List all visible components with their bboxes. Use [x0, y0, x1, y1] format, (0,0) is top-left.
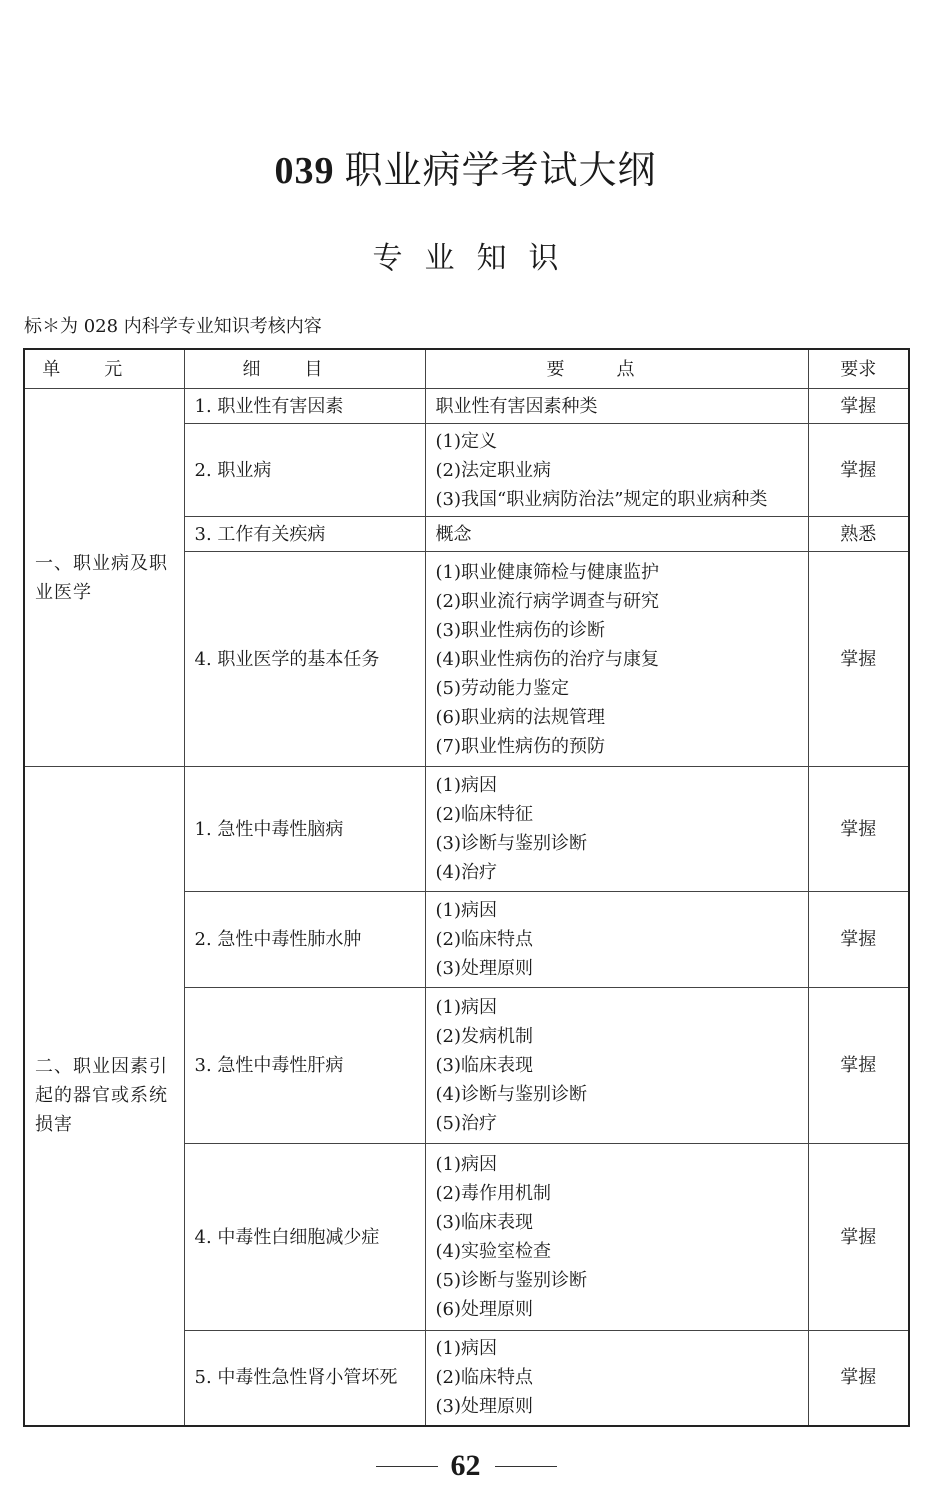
point-item: (2)临床特点 [435, 1367, 533, 1389]
point-item: (1)病因 [435, 775, 497, 796]
point-item: (5)劳动能力鉴定 [435, 677, 569, 699]
point-item: (4)实验室检查 [435, 1241, 551, 1262]
point-item: (6)处理原则 [435, 1299, 533, 1320]
points-cell [425, 389, 808, 424]
item-cell: 4. 中毒性白细胞减少症 [184, 1144, 425, 1331]
points-cell [425, 1331, 808, 1426]
point-item: (5)诊断与鉴别诊断 [435, 1270, 587, 1291]
item-cell: 2. 职业病 [184, 424, 425, 517]
table-body [24, 389, 909, 1426]
table-row [24, 389, 909, 424]
point-item: (1)定义 [435, 430, 497, 452]
page-footer [0, 1443, 931, 1489]
point-item: (7)职业性病伤的预防 [435, 735, 605, 757]
syllabus-table [23, 348, 910, 1427]
item-cell: 3. 急性中毒性肝病 [184, 988, 425, 1144]
point-item: (2)职业流行病学调查与研究 [435, 590, 659, 612]
points-cell [425, 424, 808, 517]
table-row [24, 767, 909, 892]
points-cell [425, 988, 808, 1144]
points-cell [425, 1144, 808, 1331]
point-item: (1)病因 [435, 1154, 497, 1175]
item-cell: 4. 职业医学的基本任务 [184, 552, 425, 767]
points-cell [425, 517, 808, 552]
point-item: (3)临床表现 [435, 1212, 533, 1233]
title-number: 039 [274, 150, 335, 192]
header-item: 细目 [184, 349, 425, 389]
point-item: 职业性有害因素种类 [435, 395, 598, 417]
point-item: (1)病因 [435, 900, 497, 921]
point-item: (3)我国“职业病防治法”规定的职业病种类 [435, 488, 768, 510]
point-item: (2)发病机制 [435, 1026, 533, 1047]
requirement-cell: 掌握 [808, 424, 909, 517]
unit-cell: 一、职业病及职业医学 [24, 389, 184, 767]
table-header-row [24, 349, 909, 389]
point-item: (4)诊断与鉴别诊断 [435, 1084, 587, 1105]
requirement-cell: 掌握 [808, 389, 909, 424]
table-note: 标＊为 028 内科学专业知识考核内容 [24, 316, 322, 337]
requirement-cell: 掌握 [808, 767, 909, 892]
point-item: (4)治疗 [435, 862, 497, 883]
point-item: (1)职业健康筛检与健康监护 [435, 561, 659, 583]
point-item: (6)职业病的法规管理 [435, 706, 605, 728]
section-subtitle: 专业知识 [372, 241, 581, 276]
requirement-cell: 掌握 [808, 552, 909, 767]
point-item: (4)职业性病伤的治疗与康复 [435, 648, 659, 670]
point-item: (3)诊断与鉴别诊断 [435, 833, 587, 854]
point-item: (2)毒作用机制 [435, 1183, 551, 1204]
item-cell: 3. 工作有关疾病 [184, 517, 425, 552]
item-cell: 1. 职业性有害因素 [184, 389, 425, 424]
item-cell: 1. 急性中毒性脑病 [184, 767, 425, 892]
point-item: (1)病因 [435, 997, 497, 1018]
point-item: 概念 [435, 523, 472, 545]
title-text: 职业病学考试大纲 [344, 148, 657, 192]
unit-cell: 二、职业因素引起的器官或系统损害 [24, 767, 184, 1426]
point-item: (2)临床特征 [435, 804, 533, 825]
requirement-cell: 掌握 [808, 1331, 909, 1426]
footer-rule-right [495, 1466, 557, 1467]
requirement-cell: 掌握 [808, 988, 909, 1144]
page-title [0, 142, 931, 199]
item-cell: 5. 中毒性急性肾小管坏死 [184, 1331, 425, 1426]
point-item: (2)法定职业病 [435, 459, 551, 481]
page-number: 62 [450, 1449, 481, 1482]
point-item: (3)职业性病伤的诊断 [435, 619, 605, 641]
requirement-cell: 掌握 [808, 1144, 909, 1331]
requirement-cell: 掌握 [808, 892, 909, 988]
point-item: (3)处理原则 [435, 1396, 533, 1418]
points-cell [425, 767, 808, 892]
header-requirement: 要求 [808, 349, 909, 389]
points-cell [425, 892, 808, 988]
point-item: (2)临床特点 [435, 929, 533, 950]
point-item: (5)治疗 [435, 1113, 497, 1134]
header-unit: 单元 [24, 349, 184, 389]
item-cell: 2. 急性中毒性肺水肿 [184, 892, 425, 988]
point-item: (3)处理原则 [435, 958, 533, 979]
requirement-cell: 熟悉 [808, 517, 909, 552]
header-points: 要点 [425, 349, 808, 389]
point-item: (1)病因 [435, 1338, 497, 1360]
points-cell [425, 552, 808, 767]
point-item: (3)临床表现 [435, 1055, 533, 1076]
